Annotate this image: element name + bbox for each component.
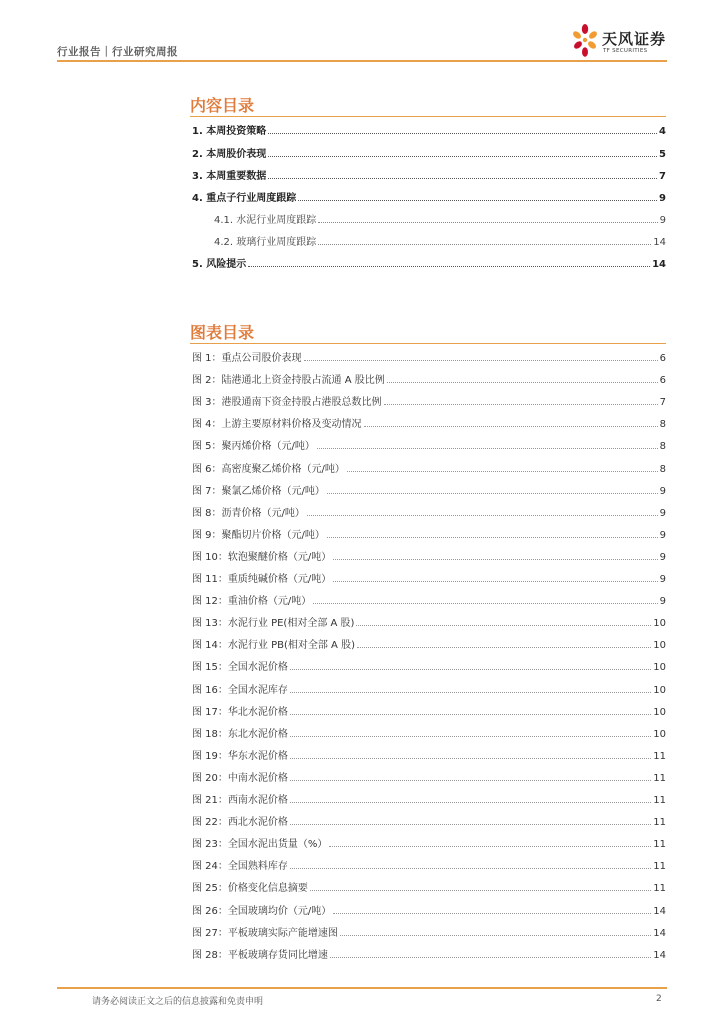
leader-dots [364,425,658,427]
leader-dots [327,492,658,494]
figure-item[interactable] [192,547,666,563]
header-category: 行业报告｜行业研究周报 [57,46,178,58]
figure-label: 图 27：平板玻璃实际产能增速图 [192,927,338,939]
figure-item[interactable] [192,680,666,696]
figure-label: 图 17：华北水泥价格 [192,706,288,718]
leader-dots [298,199,657,201]
leader-dots [318,243,651,245]
toc-page: 9 [659,215,666,226]
toc-label: 4. 重点子行业周度跟踪 [192,193,297,204]
logo-subtitle: TF SECURITIES [603,48,648,54]
figure-page: 9 [659,529,666,541]
figure-label: 图 4：上游主要原材料价格及变动情况 [192,419,362,431]
figure-label: 图 7：聚氯乙烯价格（元/吨） [192,485,325,497]
leader-dots [290,801,651,803]
contents-title-divider [190,116,666,117]
leader-dots [248,265,650,267]
toc-item[interactable] [192,254,666,270]
figure-label: 图 16：全国水泥库存 [192,684,288,696]
figure-label: 图 10：软泡聚醚价格（元/吨） [192,551,332,563]
figure-item[interactable] [192,569,666,585]
figure-item[interactable] [192,657,666,673]
leader-dots [384,403,658,405]
figure-page: 11 [653,839,666,851]
figures-title-divider [190,343,666,344]
figure-label: 图 8：沥青价格（元/吨） [192,507,305,519]
figure-label: 图 13：水泥行业 PE(相对全部 A 股) [192,618,355,630]
figure-label: 图 19：华东水泥价格 [192,750,288,762]
figure-page: 11 [653,861,666,873]
figure-page: 7 [659,397,666,409]
figure-item[interactable] [192,635,666,651]
figure-item[interactable] [192,790,666,806]
leader-dots [290,823,651,825]
figure-label: 图 5：聚丙烯价格（元/吨） [192,441,315,453]
figure-page: 10 [653,684,666,696]
figure-label: 图 18：东北水泥价格 [192,728,288,740]
figure-label: 图 12：重油价格（元/吨） [192,596,312,608]
leader-dots [333,912,651,914]
figure-item[interactable] [192,392,666,408]
toc-item[interactable] [192,144,666,160]
toc-label: 4.1. 水泥行业周度跟踪 [214,215,317,226]
figure-item[interactable] [192,436,666,452]
toc-item[interactable] [192,188,666,204]
figure-label: 图 20：中南水泥价格 [192,772,288,784]
figures-title: 图表目录 [190,323,255,342]
figure-item[interactable] [192,702,666,718]
leader-dots [290,779,651,781]
toc-page: 4 [659,126,666,137]
figure-page: 9 [659,574,666,585]
figure-page: 10 [653,640,666,652]
figure-page: 11 [653,795,666,806]
figure-item[interactable] [192,414,666,430]
figure-page: 9 [659,507,666,519]
figure-label: 图 23：全国水泥出货量（%） [192,839,328,851]
figure-item[interactable] [192,856,666,872]
leader-dots [333,558,657,560]
figure-item[interactable] [192,945,666,961]
toc-page: 7 [659,171,666,182]
figure-page: 8 [659,419,666,431]
figure-page: 11 [653,883,666,895]
figure-label: 图 6：高密度聚乙烯价格（元/吨） [192,463,345,475]
leader-dots [329,845,651,847]
figure-item[interactable] [192,370,666,386]
contents-title: 内容目录 [190,96,255,115]
figure-page: 10 [653,662,666,674]
figure-page: 14 [653,927,666,939]
leader-dots [357,646,651,648]
page-number: 2 [656,994,662,1004]
figure-page: 8 [659,441,666,453]
figure-item[interactable] [192,525,666,541]
figure-item[interactable] [192,724,666,740]
leader-dots [317,447,658,449]
toc-item[interactable] [192,121,666,137]
leader-dots [330,956,651,958]
toc-subitem[interactable] [214,210,666,226]
leader-dots [310,889,651,891]
leader-dots [290,691,651,693]
leader-dots [313,602,657,604]
figure-page: 14 [653,949,666,961]
figure-item[interactable] [192,503,666,519]
figure-item[interactable] [192,878,666,894]
figure-page: 10 [653,618,666,630]
figure-label: 图 15：全国水泥价格 [192,662,288,674]
figure-page: 8 [659,463,666,475]
logo-name: 天风证券 [602,30,667,48]
figure-label: 图 3：港股通南下资金持股占港股总数比例 [192,397,382,409]
figure-page: 10 [653,728,666,740]
figure-label: 图 14：水泥行业 PB(相对全部 A 股) [192,640,355,652]
leader-dots [333,580,657,582]
figure-label: 图 25：价格变化信息摘要 [192,883,308,895]
leader-dots [268,177,657,179]
figure-item[interactable] [192,348,666,364]
leader-dots [387,381,658,383]
figure-item[interactable] [192,834,666,850]
leader-dots [290,713,651,715]
figure-page: 6 [659,353,666,364]
leader-dots [290,757,651,759]
figure-item[interactable] [192,591,666,607]
figure-item[interactable] [192,459,666,475]
toc-label: 1. 本周投资策略 [192,126,267,137]
figure-label: 图 21：西南水泥价格 [192,795,288,806]
toc-page: 9 [659,193,666,204]
figure-page: 11 [653,772,666,784]
figure-label: 图 26：全国玻璃均价（元/吨） [192,905,332,917]
figure-item[interactable] [192,481,666,497]
figure-page: 11 [653,750,666,762]
toc-label: 4.2. 玻璃行业周度跟踪 [214,237,317,248]
leader-dots [318,221,657,223]
leader-dots [307,514,658,516]
figure-item[interactable] [192,901,666,917]
toc-page: 14 [653,237,666,248]
leader-dots [347,470,658,472]
figure-page: 10 [653,706,666,718]
figure-item[interactable] [192,613,666,629]
figure-label: 图 1：重点公司股价表现 [192,353,302,364]
figure-page: 11 [653,817,666,829]
toc-page: 14 [652,259,666,270]
leader-dots [340,934,651,936]
figure-page: 9 [659,596,666,608]
toc-label: 2. 本周股价表现 [192,149,267,160]
leader-dots [290,668,651,670]
figure-item[interactable] [192,923,666,939]
figure-label: 图 28：平板玻璃存货同比增速 [192,949,328,961]
figure-page: 9 [659,551,666,563]
figure-label: 图 2：陆港通北上资金持股占流通 A 股比例 [192,375,385,387]
flower-logo-icon [570,22,600,60]
toc-subitem[interactable] [214,232,666,248]
figure-label: 图 9：聚酯切片价格（元/吨） [192,529,325,541]
leader-dots [304,359,658,361]
leader-dots [268,155,657,157]
page-header [0,0,724,62]
footer-disclaimer: 请务必阅读正文之后的信息披露和免责申明 [92,997,264,1007]
leader-dots [327,536,658,538]
toc-page: 5 [659,149,666,160]
figure-item[interactable] [192,746,666,762]
figure-label: 图 22：西北水泥价格 [192,817,288,829]
toc-label: 3. 本周重要数据 [192,171,267,182]
leader-dots [268,132,657,134]
toc-item[interactable] [192,166,666,182]
figure-page: 9 [659,485,666,497]
figure-label: 图 11：重质纯碱价格（元/吨） [192,574,332,585]
figure-item[interactable] [192,768,666,784]
toc-label: 5. 风险提示 [192,259,247,270]
leader-dots [290,735,651,737]
figure-label: 图 24：全国熟料库存 [192,861,288,873]
figure-page: 6 [659,375,666,387]
leader-dots [290,867,651,869]
figure-item[interactable] [192,812,666,828]
footer-divider [57,987,667,989]
company-logo [570,22,680,60]
leader-dots [356,624,651,626]
header-divider [57,60,667,62]
figure-page: 14 [653,905,666,917]
